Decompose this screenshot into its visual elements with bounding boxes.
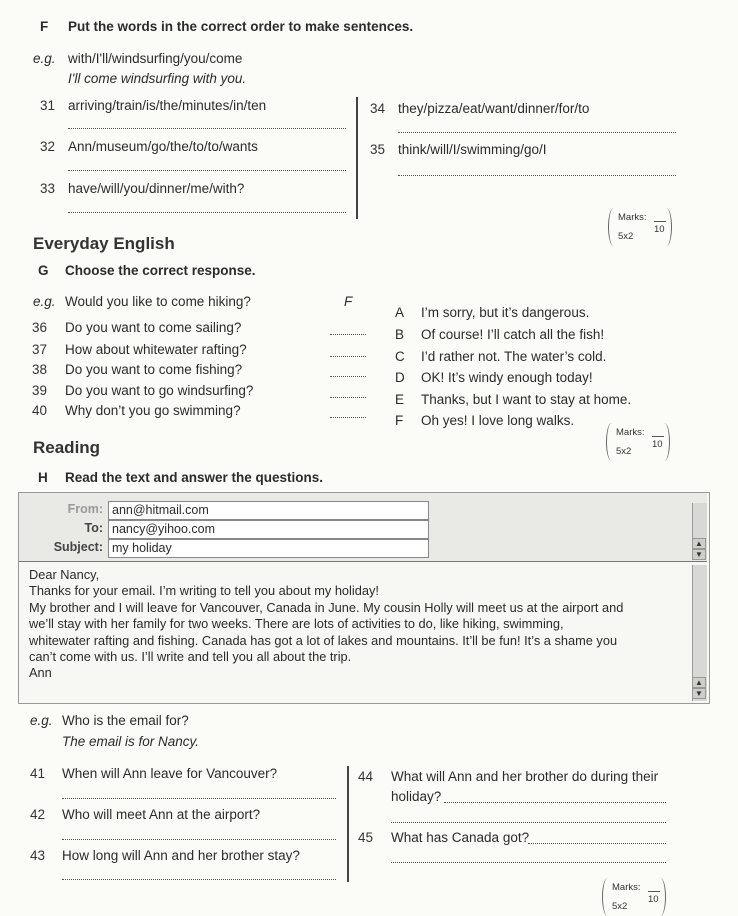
question-40-number: 40 — [32, 403, 48, 418]
marks-label: Marks: — [618, 212, 647, 223]
question-38-answer[interactable] — [330, 376, 366, 377]
marks-blank[interactable] — [652, 436, 664, 437]
option-b-text: Of course! I’ll catch all the fish! — [421, 327, 605, 342]
item-33-words: have/will/you/dinner/me/with? — [68, 181, 245, 196]
item-31-answer-line[interactable] — [68, 128, 346, 129]
subject-label: Subject: — [53, 540, 103, 554]
question-45-text: What has Canada got? — [391, 830, 530, 845]
question-40-answer[interactable] — [330, 417, 366, 418]
from-field[interactable]: ann@hitmail.com — [108, 501, 429, 520]
item-35-number: 35 — [370, 142, 386, 157]
question-44-answer-line-2[interactable] — [391, 822, 666, 823]
question-44-number: 44 — [358, 769, 374, 784]
option-a-letter: A — [395, 305, 405, 320]
marks-box-g — [606, 423, 670, 461]
marks-blank[interactable] — [648, 891, 660, 892]
marks-multiplier: 5x2 — [612, 901, 628, 912]
option-f-letter: F — [395, 413, 404, 428]
header-scroll-up-icon[interactable]: ▲ — [692, 538, 706, 549]
question-43-number: 43 — [30, 848, 46, 863]
question-41-number: 41 — [30, 766, 46, 781]
section-g-letter: G — [38, 263, 49, 278]
item-31-number: 31 — [40, 98, 56, 113]
question-45-number: 45 — [358, 830, 374, 845]
to-field[interactable]: nancy@yihoo.com — [108, 520, 429, 539]
option-d-text: OK! It’s windy enough today! — [421, 370, 593, 385]
marks-multiplier: 5x2 — [618, 231, 634, 242]
section-f-instruction: Put the words in the correct order to make sentences. — [68, 19, 414, 34]
email-line: we’ll stay with her family for two weeks. There are lots of activities to do, like hiking, swimming, — [29, 616, 564, 632]
question-37-number: 37 — [32, 342, 48, 357]
question-45-answer-line-2[interactable] — [391, 862, 666, 863]
marks-box-f — [608, 208, 672, 246]
body-scroll-down-icon[interactable]: ▼ — [692, 688, 706, 699]
question-36-answer[interactable] — [330, 334, 366, 335]
question-39-text: Do you want to go windsurfing? — [65, 383, 254, 398]
section-h-eg-answer: The email is for Nancy. — [62, 734, 200, 749]
section-f-divider — [356, 97, 358, 219]
marks-label: Marks: — [612, 882, 641, 893]
option-c-letter: C — [395, 349, 405, 364]
email-line: Ann — [29, 665, 52, 681]
everyday-english-heading: Everyday English — [33, 234, 175, 253]
question-39-number: 39 — [32, 383, 48, 398]
question-38-text: Do you want to come fishing? — [65, 362, 243, 377]
question-36-number: 36 — [32, 320, 48, 335]
question-42-number: 42 — [30, 807, 46, 822]
marks-total: 10 — [648, 894, 659, 905]
marks-label: Marks: — [616, 427, 645, 438]
question-44-text-cont: holiday? — [391, 789, 442, 804]
marks-multiplier: 5x2 — [616, 446, 632, 457]
option-d-letter: D — [395, 370, 405, 385]
item-32-answer-line[interactable] — [68, 170, 346, 171]
from-label: From: — [67, 502, 103, 516]
question-41-answer-line[interactable] — [62, 798, 336, 799]
section-f-eg-prompt: with/I'll/windsurfing/you/come — [68, 51, 243, 66]
question-38-number: 38 — [32, 362, 48, 377]
item-31-words: arriving/train/is/the/minutes/in/ten — [68, 98, 267, 113]
header-scroll-down-icon[interactable]: ▼ — [692, 549, 706, 560]
question-43-text: How long will Ann and her brother stay? — [62, 848, 300, 863]
option-a-text: I’m sorry, but it’s dangerous. — [421, 305, 590, 320]
item-32-words: Ann/museum/go/the/to/to/wants — [68, 139, 258, 154]
question-39-answer[interactable] — [330, 397, 366, 398]
email-window — [18, 492, 710, 704]
section-f-letter: F — [40, 19, 49, 34]
marks-blank[interactable] — [654, 221, 666, 222]
item-32-number: 32 — [40, 139, 56, 154]
item-33-number: 33 — [40, 181, 56, 196]
body-scroll-up-icon[interactable]: ▲ — [692, 677, 706, 688]
question-37-text: How about whitewater rafting? — [65, 342, 247, 357]
email-header — [19, 493, 707, 562]
subject-field[interactable]: my holiday — [108, 539, 429, 558]
question-42-text: Who will meet Ann at the airport? — [62, 807, 261, 822]
section-g-eg-question: Would you like to come hiking? — [65, 294, 251, 309]
question-44-answer-line[interactable] — [444, 802, 666, 803]
option-b-letter: B — [395, 327, 405, 342]
item-34-words: they/pizza/eat/want/dinner/for/to — [398, 101, 590, 116]
section-g-eg-label: e.g. — [33, 294, 56, 309]
email-body — [29, 567, 689, 682]
email-line: whitewater rafting and fishing. Canada has got a lot of lakes and mountains. It’ll be fun! It’s a shame you — [29, 632, 618, 648]
email-line: Thanks for your email. I’m writing to tell you about my holiday! — [29, 583, 379, 599]
option-c-text: I’d rather not. The water’s cold. — [421, 349, 607, 364]
email-line: Dear Nancy, — [29, 567, 100, 582]
question-36-text: Do you want to come sailing? — [65, 320, 242, 335]
section-h-eg-label: e.g. — [30, 713, 53, 728]
question-37-answer[interactable] — [330, 356, 366, 357]
email-line: can’t come with us. I’ll write and tell you all about the trip. — [29, 649, 352, 665]
question-42-answer-line[interactable] — [62, 839, 336, 840]
to-label: To: — [84, 521, 103, 535]
marks-box-h — [602, 878, 666, 916]
marks-total: 10 — [654, 224, 665, 235]
question-45-answer-line[interactable] — [528, 843, 666, 844]
item-33-answer-line[interactable] — [68, 212, 346, 213]
option-e-text: Thanks, but I want to stay at home. — [421, 392, 632, 407]
question-40-text: Why don’t you go swimming? — [65, 403, 241, 418]
item-35-words: think/will/I/swimming/go/I — [398, 142, 547, 157]
section-g-eg-answer: F — [344, 294, 353, 309]
question-43-answer-line[interactable] — [62, 879, 336, 880]
section-f-eg-label: e.g. — [33, 51, 56, 66]
section-h-letter: H — [38, 470, 48, 485]
question-41-text: When will Ann leave for Vancouver? — [62, 766, 278, 781]
marks-total: 10 — [652, 439, 663, 450]
item-34-answer-line[interactable] — [398, 132, 676, 133]
option-e-letter: E — [395, 392, 405, 407]
section-h-divider — [347, 766, 349, 882]
section-h-instruction: Read the text and answer the questions. — [65, 470, 324, 485]
item-34-number: 34 — [370, 101, 386, 116]
section-h-eg-question: Who is the email for? — [62, 713, 189, 728]
section-g-instruction: Choose the correct response. — [65, 263, 256, 278]
section-f-eg-answer: I'll come windsurfing with you. — [68, 71, 247, 86]
email-line: My brother and I will leave for Vancouver, Canada in June. My cousin Holly will meet us at the airport and — [29, 599, 624, 615]
question-44-text: What will Ann and her brother do during their — [391, 769, 659, 784]
reading-heading: Reading — [33, 438, 101, 457]
item-35-answer-line[interactable] — [398, 175, 676, 176]
option-f-text: Oh yes! I love long walks. — [421, 413, 575, 428]
